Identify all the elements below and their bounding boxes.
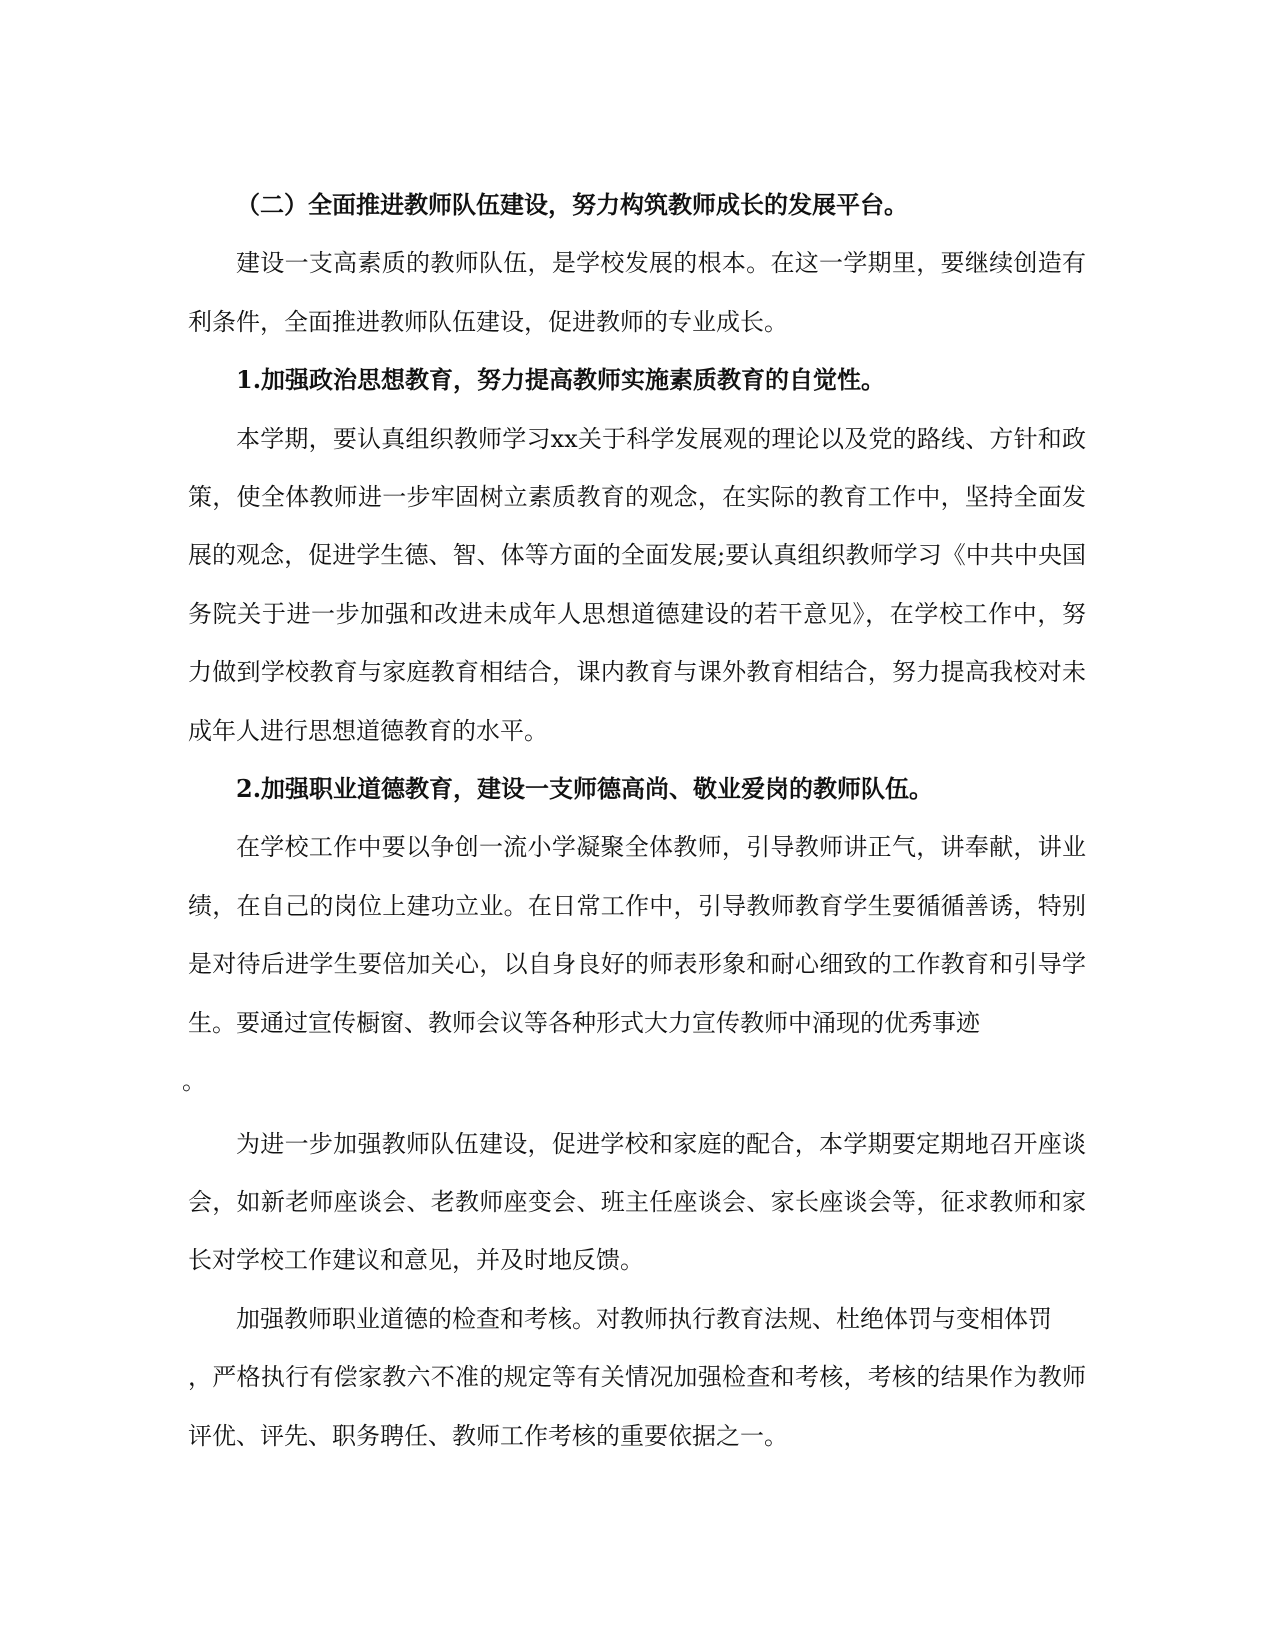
meetings-paragraph: 为进一步加强教师队伍建设，促进学校和家庭的配合，本学期要定期地召开座谈会，如新老师座谈会、老教师座变会、班主任座谈会、家长座谈会等，征求教师和家长对学校工作建议和意见，并及时地反馈。 [188, 1129, 1086, 1275]
intro-paragraph: 建设一支高素质的教师队伍，是学校发展的根本。在这一学期里，要继续创造有利条件，全面推进教师队伍建设，促进教师的专业成长。 [188, 249, 1086, 336]
section-heading: （二）全面推进教师队伍建设，努力构筑教师成长的发展平台。 [236, 190, 908, 219]
document-body [182, 176, 1086, 1465]
item1-heading: 1.加强政治思想教育，努力提高教师实施素质教育的自觉性。 [236, 365, 886, 395]
checks-paragraph-first-line: 加强教师职业道德的检查和考核。对教师执行教育法规、杜绝体罚与变相体罚 [236, 1304, 1052, 1333]
item1-paragraph: 本学期，要认真组织教师学习xx关于科学发展观的理论以及党的路线、方针和政策，使全体教师进一步牢固树立素质教育的观念，在实际的教育工作中，坚持全面发展的观念，促进学生德、智、体等方面的全面发展;要认真组织教师学习《中共中央国务院关于进一步加强和改进未成年人思想道德建设的若干意见》，在学校工作中，努力做到学校教育与家庭教育相结合，课内教育与课外教育相结合，努力提高我校对未成年人进行思想道德教育的水平。 [188, 424, 1086, 745]
checks-paragraph-rest: ，严格执行有偿家教六不准的规定等有关情况加强检查和考核，考核的结果作为教师评优、评先、职务聘任、教师工作考核的重要依据之一。 [188, 1363, 1086, 1450]
item2-paragraph-trailing-mark: 。 [182, 1067, 206, 1096]
item2-paragraph: 在学校工作中要以争创一流小学凝聚全体教师，引导教师讲正气，讲奉献，讲业绩，在自己的岗位上建功立业。在日常工作中，引导教师教育学生要循循善诱，特别是对待后进学生要倍加关心，以自身良好的师表形象和耐心细致的工作教育和引导学生。要通过宣传橱窗、教师会议等各种形式大力宣传教师中涌现的优秀事迹 [188, 833, 1086, 1037]
item2-heading: 2.加强职业道德教育，建设一支师德高尚、敬业爱岗的教师队伍。 [236, 774, 934, 804]
